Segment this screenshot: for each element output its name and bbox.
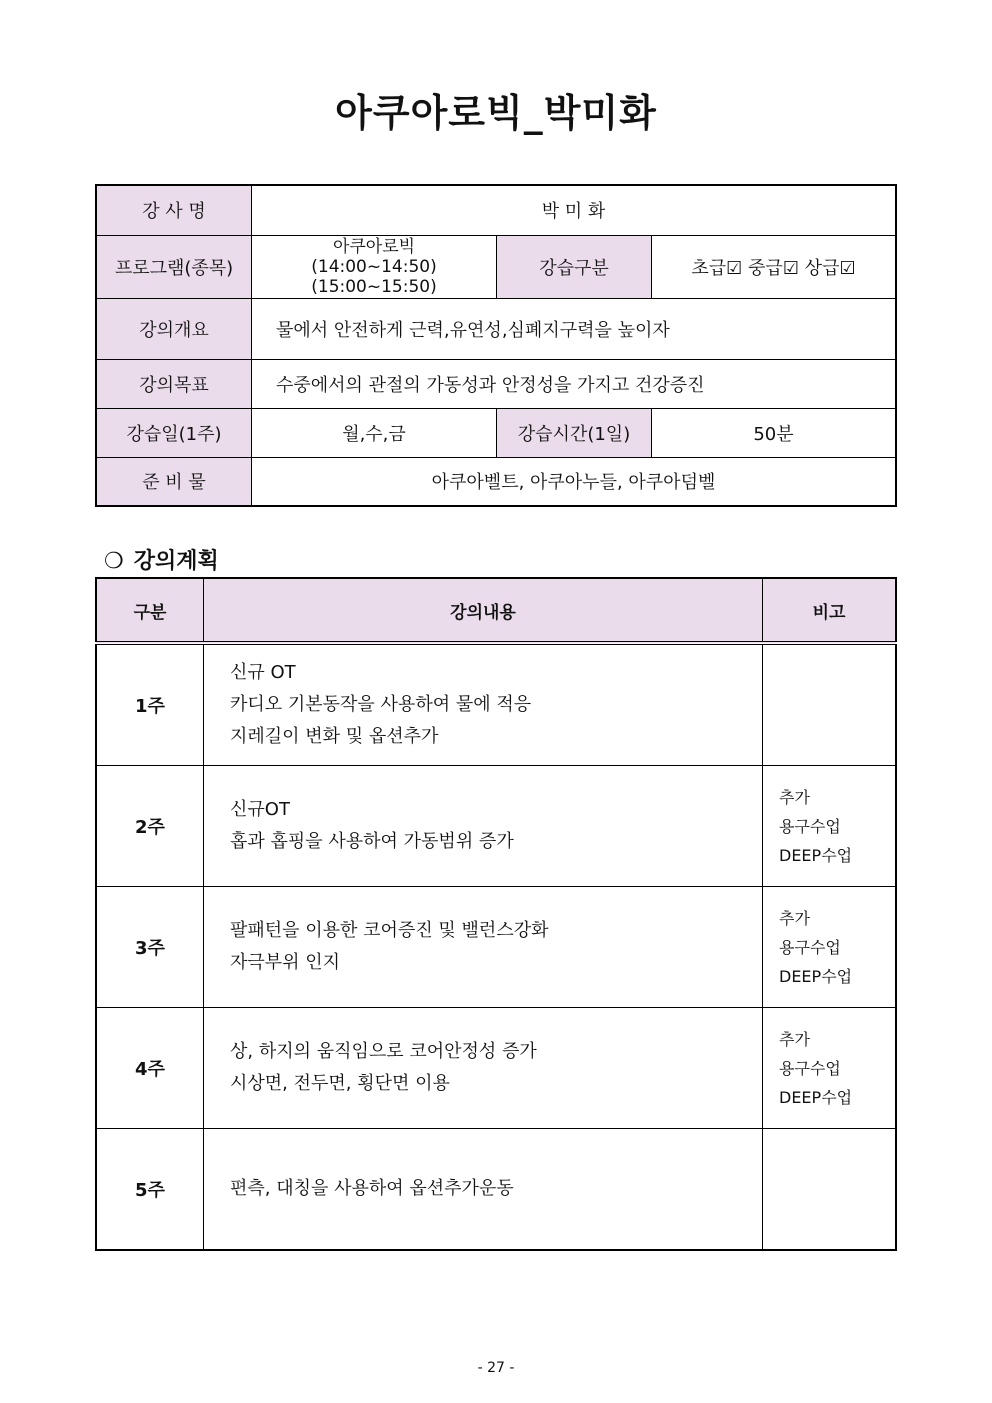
section-heading [104,544,219,575]
goal-value: 수중에서의 관절의 가동성과 안정성을 가지고 건강증진 [252,359,897,408]
note-cell [763,1008,897,1129]
note-cell [763,766,897,887]
content-cell [204,643,763,766]
week-cell: 3주 [96,887,204,1008]
duration-label: 강습시간(1일) [497,408,652,457]
days-value: 월,수,금 [252,408,497,457]
plan-row [96,1008,896,1129]
content-line: 자극부위 인지 [230,952,341,973]
page-number: - 27 - [477,1360,515,1376]
content-line: 홉과 홉핑을 사용하여 가동범위 증가 [230,831,514,852]
content-cell [204,1129,763,1251]
note-line: DEEP수업 [779,1087,853,1107]
note-header: 비고 [763,578,897,643]
instructor-label: 강 사 명 [96,185,252,235]
circle-bullet-icon: ❍ [104,549,124,574]
content-line: 지레길이 변화 및 옵션추가 [230,726,439,747]
supplies-label: 준 비 물 [96,457,252,506]
schedule-row [96,408,896,457]
page-title: 아쿠아로빅_박미화 [335,91,657,135]
plan-header-row [96,578,896,643]
plan-row [96,887,896,1008]
note-line: DEEP수업 [779,966,853,986]
plan-row [96,766,896,887]
week-cell: 5주 [96,1129,204,1251]
note-line: 용구수업 [779,937,841,957]
program-label: 프로그램(종목) [96,235,252,298]
note-line: 추가 [779,787,810,807]
program-row [96,235,896,298]
goal-row [96,359,896,408]
program-time-1: (14:00~14:50) [311,256,437,277]
level-value: 초급☑ 중급☑ 상급☑ [652,235,897,298]
content-cell [204,766,763,887]
content-line: 신규 OT [230,662,296,683]
note-cell [763,887,897,1008]
instructor-value: 박 미 화 [252,185,897,235]
level-label: 강습구분 [497,235,652,298]
content-line: 편측, 대칭을 사용하여 옵션추가운동 [230,1178,514,1199]
lesson-plan-table [95,577,897,1251]
plan-body [96,643,896,1250]
week-cell: 2주 [96,766,204,887]
week-cell: 4주 [96,1008,204,1129]
instructor-row [96,185,896,235]
content-line: 상, 하지의 움직임으로 코어안정성 증가 [230,1041,537,1062]
week-cell: 1주 [96,643,204,766]
program-time-2: (15:00~15:50) [311,276,437,297]
plan-row [96,1129,896,1251]
days-label: 강습일(1주) [96,408,252,457]
goal-label: 강의목표 [96,359,252,408]
supplies-row [96,457,896,506]
content-line: 팔패턴을 이용한 코어증진 및 밸런스강화 [230,920,549,941]
program-name: 아쿠아로빅 [332,236,416,257]
week-header: 구분 [96,578,204,643]
content-header: 강의내용 [204,578,763,643]
supplies-value: 아쿠아벨트, 아쿠아누들, 아쿠아덤벨 [252,457,897,506]
content-cell [204,887,763,1008]
overview-value: 물에서 안전하게 근력,유연성,심폐지구력을 높이자 [252,298,897,359]
note-line: 용구수업 [779,1058,841,1078]
content-cell [204,1008,763,1129]
overview-row [96,298,896,359]
note-line: 추가 [779,1029,810,1049]
program-value [252,235,497,298]
content-line: 카디오 기본동작을 사용하여 물에 적응 [230,694,532,715]
note-cell [763,1129,897,1251]
note-line: 용구수업 [779,816,841,836]
overview-label: 강의개요 [96,298,252,359]
note-line: DEEP수업 [779,845,853,865]
note-cell [763,643,897,766]
course-info-table [95,184,897,507]
plan-row [96,643,896,766]
content-line: 시상면, 전두면, 횡단면 이용 [230,1073,450,1094]
section-title: 강의계획 [133,549,219,574]
duration-value: 50분 [652,408,897,457]
content-line: 신규OT [230,799,290,820]
note-line: 추가 [779,908,810,928]
